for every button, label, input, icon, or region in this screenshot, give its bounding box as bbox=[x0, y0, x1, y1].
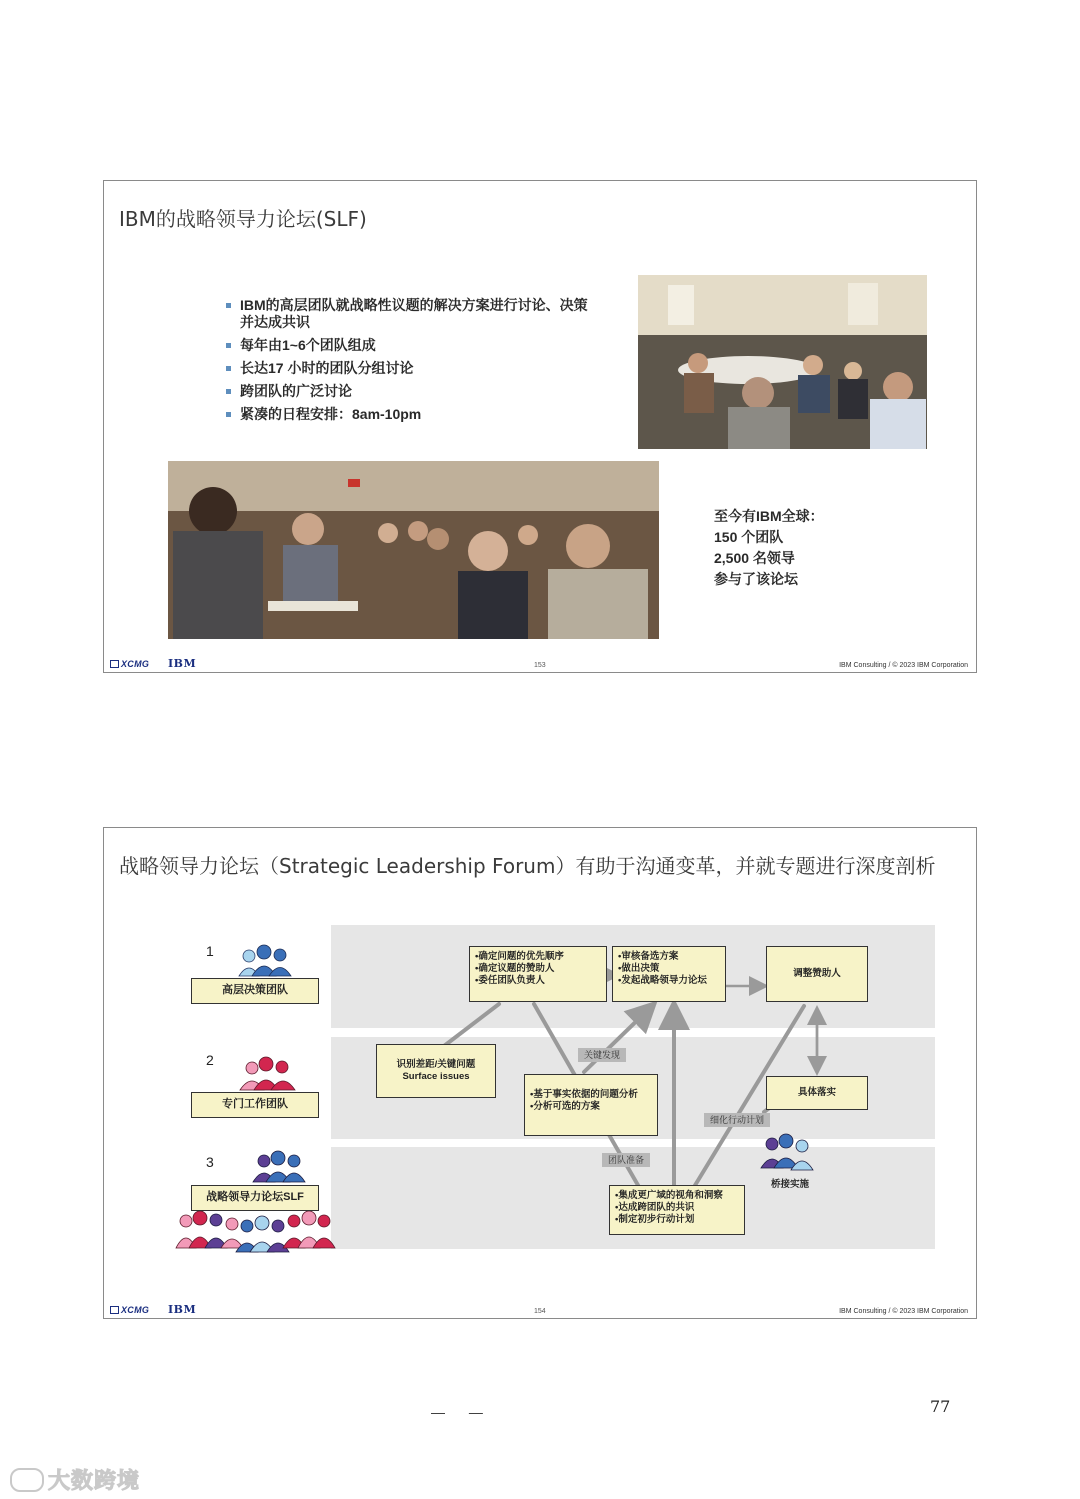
document-page-number: 77 bbox=[930, 1397, 951, 1416]
box-priorities bbox=[469, 946, 607, 1002]
meeting-photo bbox=[638, 275, 927, 449]
box-line: •审核备选方案 bbox=[618, 951, 679, 962]
box-implement bbox=[766, 1076, 868, 1110]
copyright: IBM Consulting / © 2023 IBM Corporation bbox=[839, 662, 968, 669]
stats-line: 150 个团队 bbox=[714, 529, 784, 545]
ibm-logo: IBM bbox=[168, 657, 197, 670]
label-detail-plan: 细化行动计划 bbox=[704, 1113, 770, 1127]
level-number: 2 bbox=[206, 1052, 214, 1068]
level-label-working-team: 专门工作团队 bbox=[191, 1092, 319, 1118]
box-review-decide bbox=[612, 946, 726, 1002]
working-team-people-icon bbox=[240, 1057, 295, 1090]
watermark-logo-icon bbox=[10, 1468, 44, 1492]
slide-strategic-leadership-forum bbox=[103, 180, 977, 673]
level-label-senior-team: 高层决策团队 bbox=[191, 978, 319, 1004]
box-line: •集成更广域的视角和洞察 bbox=[615, 1190, 723, 1201]
box-line: •基于事实依据的问题分析 bbox=[530, 1089, 638, 1100]
level-number: 3 bbox=[206, 1154, 214, 1170]
label-team-prep: 团队准备 bbox=[602, 1153, 650, 1167]
level-number: 1 bbox=[206, 943, 214, 959]
slide-title: 战略领导力论坛（Strategic Leadership Forum）有助于沟通变革，并就专题进行深度剖析 bbox=[119, 854, 936, 878]
slide-footer bbox=[104, 656, 976, 672]
box-line: •分析可选的方案 bbox=[530, 1101, 600, 1112]
box-line: •达成跨团队的共识 bbox=[615, 1202, 695, 1213]
xcmg-logo: XCMG bbox=[110, 659, 149, 669]
box-line: •确定议题的赞助人 bbox=[475, 963, 555, 974]
slide-footer bbox=[104, 1302, 976, 1318]
senior-team-people-icon bbox=[239, 945, 291, 976]
box-line: Surface issues bbox=[402, 1071, 470, 1082]
stats-line: 2,500 名领导 bbox=[714, 550, 795, 566]
page-dashes: — — bbox=[431, 1404, 493, 1420]
bullet-list bbox=[224, 297, 600, 429]
ibm-logo: IBM bbox=[168, 1303, 197, 1316]
slide-page-number: 154 bbox=[534, 1308, 546, 1315]
copyright: IBM Consulting / © 2023 IBM Corporation bbox=[839, 1308, 968, 1315]
bullet-item: 跨团队的广泛讨论 bbox=[224, 383, 600, 400]
box-line: 识别差距/关键问题 bbox=[396, 1059, 476, 1070]
bullet-item: 每年由1~6个团队组成 bbox=[224, 337, 600, 354]
bullet-item: 长达17 小时的团队分组讨论 bbox=[224, 360, 600, 377]
box-line: 具体落实 bbox=[797, 1087, 836, 1098]
bullet-item: 紧凑的日程安排：8am-10pm bbox=[224, 406, 600, 423]
xcmg-logo: XCMG bbox=[110, 1305, 149, 1315]
label-key-findings: 关键发现 bbox=[578, 1048, 626, 1062]
box-adjust-sponsor bbox=[766, 946, 868, 1002]
slide-forum-process bbox=[103, 827, 977, 1319]
watermark bbox=[10, 1464, 140, 1495]
box-line: •发起战略领导力论坛 bbox=[618, 975, 707, 986]
stats-line: 参与了该论坛 bbox=[714, 571, 798, 587]
box-line: 调整赞助人 bbox=[793, 968, 841, 979]
slide-page-number: 153 bbox=[534, 662, 546, 669]
label-bridge: 桥接实施 bbox=[771, 1179, 810, 1190]
watermark-text: 大数跨境 bbox=[48, 1468, 141, 1493]
box-fact-analysis bbox=[524, 1074, 658, 1136]
box-forum-outcomes bbox=[609, 1185, 745, 1235]
bullet-item: IBM的高层团队就战略性议题的解决方案进行讨论、决策并达成共识 bbox=[224, 297, 600, 331]
audience-photo bbox=[168, 461, 659, 639]
slide-title: IBM的战略领导力论坛(SLF) bbox=[119, 207, 367, 231]
bridge-people-icon bbox=[761, 1134, 813, 1170]
box-line: •制定初步行动计划 bbox=[615, 1214, 695, 1225]
level-label-forum: 战略领导力论坛SLF bbox=[191, 1185, 319, 1211]
box-surface-issues bbox=[376, 1044, 496, 1098]
box-line: •委任团队负责人 bbox=[475, 975, 545, 986]
participation-stats bbox=[714, 506, 824, 590]
box-line: •确定问题的优先顺序 bbox=[475, 951, 564, 962]
box-line: •做出决策 bbox=[618, 963, 660, 974]
stats-line: 至今有IBM全球： bbox=[714, 508, 824, 524]
